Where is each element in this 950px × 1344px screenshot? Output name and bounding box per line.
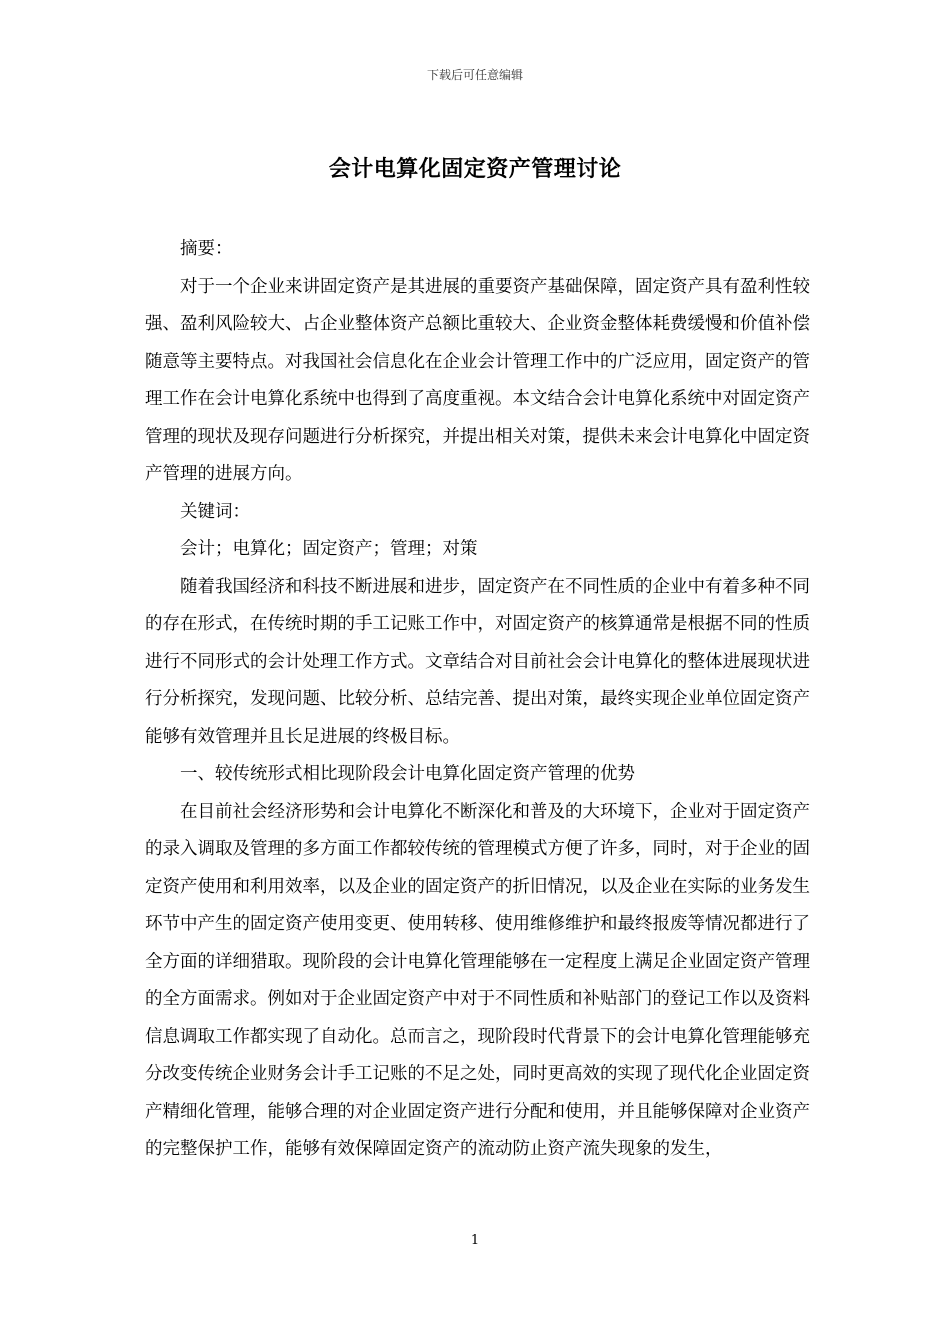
page-number: 1 (470, 1233, 480, 1248)
abstract-label: 摘要： (180, 239, 233, 259)
keywords-line: 会计；电算化；固定资产；管理；对策 (180, 539, 478, 559)
document-body (145, 231, 810, 1169)
section-heading: 一、较传统形式相比现阶段会计电算化固定资产管理的优势 (180, 764, 635, 784)
intro-paragraph: 随着我国经济和科技不断进展和进步，固定资产在不同性质的企业中有着多种不同的存在形式，在传统时期的手工记账工作中，对固定资产的核算通常是根据不同的性质进行不同形式的会计处理工作方式。文章结合对目前社会会计电算化的整体进展现状进行分析探究，发现问题、比较分析、总结完善、提出对策，最终实现企业单位固定资产能够有效管理并且长足进展的终极目标。 (145, 576, 810, 747)
section-paragraph: 在目前社会经济形势和会计电算化不断深化和普及的大环境下，企业对于固定资产的录入调取及管理的多方面工作都较传统的管理模式方便了许多，同时，对于企业的固定资产使用和利用效率，以及企业的固定资产的折旧情况，以及企业在实际的业务发生环节中产生的固定资产使用变更、使用转移、使用维修维护和最终报废等情况都进行了全方面的详细猎取。现阶段的会计电算化管理能够在一定程度上满足企业固定资产管理的全方面需求。例如对于企业固定资产中对于不同性质和补贴部门的登记工作以及资料信息调取工作都实现了自动化。总而言之，现阶段时代背景下的会计电算化管理能够充分改变传统企业财务会计手工记账的不足之处，同时更高效的实现了现代化企业固定资产精细化管理，能够合理的对企业固定资产进行分配和使用，并且能够保障对企业资产的完整保护工作，能够有效保障固定资产的流动防止资产流失现象的发生， (145, 801, 810, 1159)
keywords-label: 关键词： (180, 501, 250, 522)
abstract-paragraph: 对于一个企业来讲固定资产是其进展的重要资产基础保障，固定资产具有盈利性较强、盈利风险较大、占企业整体资产总额比重较大、企业资金整体耗费缓慢和价值补偿随意等主要特点。对我国社会信息化在企业会计管理工作中的广泛应用，固定资产的管理工作在会计电算化系统中也得到了高度重视。本文结合会计电算化系统中对固定资产管理的现状及现存问题进行分析探究，并提出相关对策，提供未来会计电算化中固定资产管理的进展方向。 (145, 276, 810, 484)
header-note: 下载后可任意编辑 (426, 68, 523, 82)
document-title: 会计电算化固定资产管理讨论 (328, 157, 622, 182)
